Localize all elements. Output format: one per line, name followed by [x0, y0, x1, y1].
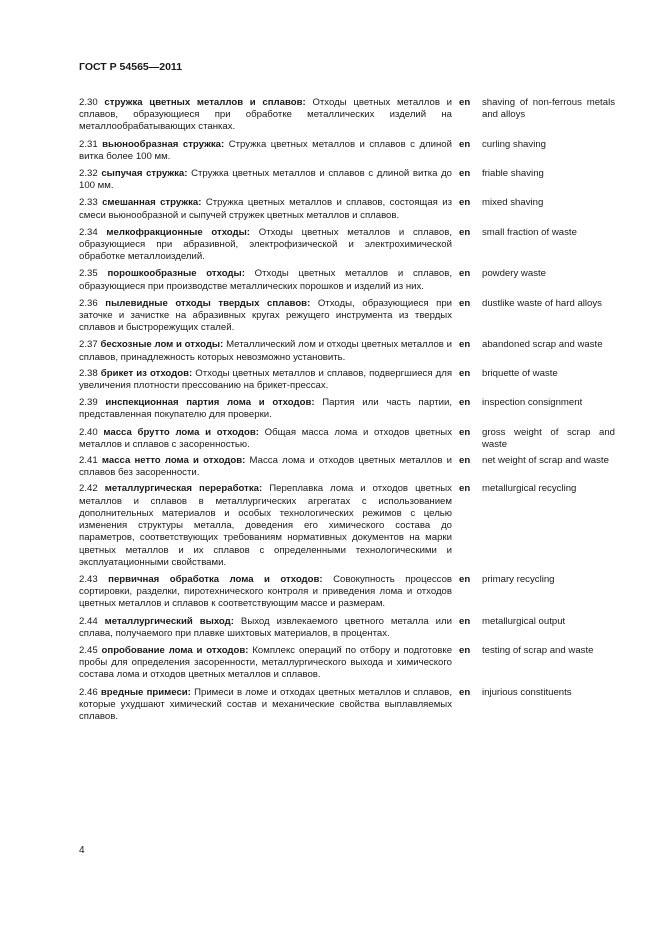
language-code: en [459, 686, 471, 698]
term-name: сыпучая стружка: [101, 168, 188, 180]
term-number: 2.36 [79, 297, 98, 309]
language-code: en [459, 615, 471, 627]
term-entry [79, 483, 615, 568]
language-code: en [459, 97, 471, 108]
term-english: shaving of non-ferrous metals and alloys [482, 97, 615, 121]
term-definition-ru [79, 368, 452, 392]
term-number: 2.46 [79, 686, 98, 698]
term-entry [79, 616, 615, 640]
term-english: testing of scrap and waste [482, 644, 594, 656]
term-definition-text: Отходы цветных металлов и сплавов, образующиеся при обработке металлических изделий на металлообрабатывающих станках. [79, 97, 452, 133]
term-definition-ru [79, 455, 452, 479]
term-english: mixed shaving [482, 197, 544, 209]
term-number: 2.44 [79, 615, 98, 627]
term-number: 2.31 [79, 138, 98, 150]
language-code: en [459, 226, 471, 238]
term-definition-text: Масса лома и отходов цветных металлов и сплавов без засоренности. [79, 455, 452, 479]
term-english: friable shaving [482, 168, 544, 180]
term-number: 2.41 [79, 455, 98, 467]
term-definition-ru [79, 427, 452, 451]
term-definition-ru [79, 268, 452, 292]
language-code: en [459, 339, 471, 351]
language-code: en [459, 197, 471, 209]
language-code: en [459, 455, 471, 467]
term-entry [79, 397, 615, 421]
term-english: net weight of scrap and waste [482, 455, 609, 467]
term-name: масса нетто лома и отходов: [101, 455, 246, 467]
term-name: вредные примеси: [100, 686, 191, 698]
term-number: 2.35 [79, 268, 98, 280]
term-number: 2.43 [79, 573, 98, 585]
term-definition-text: Комплекс операций по отбору и подготовке пробы для определения засоренности, металлургического выхода и химического состава лома и отходов цветных металлов и сплавов. [79, 644, 453, 681]
term-english: briquette of waste [482, 367, 558, 379]
term-definition-text: Отходы цветных металлов и сплавов, образующиеся при производстве металлических порошков и изделий из них. [79, 268, 452, 292]
term-definition-ru [79, 339, 452, 363]
term-name: порошкообразные отходы: [107, 268, 245, 280]
term-english: curling shaving [482, 138, 546, 150]
language-code: en [459, 297, 471, 309]
term-entry [79, 197, 615, 221]
term-entry [79, 298, 615, 335]
term-definition-ru [79, 483, 452, 568]
term-english: primary recycling [482, 573, 555, 585]
term-name: вьюнообразная стружка: [102, 138, 225, 150]
term-definition-ru [79, 168, 452, 192]
term-english: gross weight of scrap and waste [482, 426, 615, 450]
term-number: 2.30 [79, 97, 98, 108]
term-name: опробование лома и отходов: [101, 644, 249, 656]
term-number: 2.38 [79, 367, 98, 379]
term-number: 2.32 [79, 168, 98, 180]
term-english: abandoned scrap and waste [482, 339, 603, 351]
term-entry [79, 645, 615, 682]
term-definition-text: Отходы цветных металлов и сплавов, подвергшиеся для увеличения плотности прессованию на брикет-прессах. [79, 367, 453, 392]
term-name: пылевидные отходы твердых сплавов: [105, 297, 311, 309]
term-entry [79, 97, 615, 134]
document-header: ГОСТ Р 54565—2011 [79, 61, 183, 73]
term-number: 2.33 [79, 197, 98, 209]
term-entry [79, 268, 615, 292]
term-name: стружка цветных металлов и сплавов: [104, 97, 306, 108]
term-definition-ru [79, 298, 452, 335]
term-number: 2.39 [79, 397, 98, 409]
term-definition-text: Стружка цветных металлов и сплавов с длиной витка более 100 мм. [79, 138, 452, 162]
term-definition-text: Отходы, образующиеся при заточке и зачистке на абразивных кругах режущего инструмента из твердых сплавов и быстрорежущих сталей. [79, 297, 453, 334]
language-code: en [459, 644, 471, 656]
term-definition-text: Партия или часть партии, представленная покупателю для проверки. [79, 397, 452, 421]
language-code: en [459, 573, 471, 585]
language-code: en [459, 426, 471, 438]
term-name: смешанная стружка: [102, 197, 202, 209]
term-definition-ru [79, 97, 452, 134]
term-definition-text: Совокупность процессов сортировки, разделки, пиротехнического контроля и приведения лома и отходов цветных металлов и сплавов к соответствующим массе и размерам. [79, 573, 452, 610]
language-code: en [459, 138, 471, 150]
term-name: металлургический выход: [104, 615, 234, 627]
term-definition-text: Общая масса лома и отходов цветных металлов и сплавов с засоренностью. [79, 426, 452, 450]
term-definition-ru [79, 139, 452, 163]
term-english: small fraction of waste [482, 226, 577, 238]
term-entry [79, 139, 615, 163]
term-entry [79, 455, 615, 479]
term-name: мелкофракционные отходы: [106, 226, 250, 238]
terms-list [79, 97, 615, 723]
term-definition-ru [79, 687, 452, 724]
term-definition-ru [79, 397, 452, 421]
term-name: первичная обработка лома и отходов: [108, 573, 323, 585]
term-definition-text: Металлический лом и отходы цветных металлов и сплавов, принадлежность которых невозможно установить. [79, 339, 452, 363]
term-english: inspection consignment [482, 397, 583, 409]
term-definition-ru [79, 645, 452, 682]
term-definition-ru [79, 197, 452, 221]
term-english: metallurgical output [482, 615, 566, 627]
term-name: брикет из отходов: [100, 367, 193, 379]
language-code: en [459, 168, 471, 180]
term-number: 2.40 [79, 426, 98, 438]
term-definition-ru [79, 227, 452, 264]
term-name: масса брутто лома и отходов: [103, 426, 259, 438]
page-number: 4 [79, 845, 85, 856]
term-entry [79, 687, 615, 724]
term-definition-ru [79, 616, 452, 640]
term-name: инспекционная партия лома и отходов: [105, 397, 315, 409]
term-name: металлургическая переработка: [104, 483, 263, 495]
term-entry [79, 574, 615, 611]
term-definition-text: Переплавка лома и отходов цветных металлов и сплавов в металлургических агрегатах с использованием дополнительных материалов и особых технологических режимов с целью изменения структуры металла, доведения его химического состава до параметров, соответствующих требованиям нормативных документов на марки цветных металлов и их сплавов с определенными технологическими и эксплуатационными свойствами. [79, 483, 452, 568]
term-entry [79, 168, 615, 192]
term-english: metallurgical recycling [482, 483, 577, 495]
term-entry [79, 339, 615, 363]
term-number: 2.37 [79, 339, 98, 351]
term-english: injurious constituents [482, 686, 572, 698]
term-definition-text: Стружка цветных металлов и сплавов, состоящая из смеси вьюнообразной и сыпучей стружек цветных металлов и сплавов. [79, 197, 452, 221]
term-number: 2.42 [79, 483, 98, 495]
term-number: 2.45 [79, 644, 98, 656]
term-english: powdery waste [482, 268, 546, 280]
term-definition-ru [79, 574, 452, 611]
language-code: en [459, 367, 471, 379]
term-entry [79, 427, 615, 451]
term-definition-text: Стружка цветных металлов и сплавов с длиной витка до 100 мм. [79, 168, 453, 192]
term-definition-text: Выход извлекаемого цветного металла или сплава, получаемого при плавке шихтовых материалов, в процентах. [79, 615, 452, 639]
term-entry [79, 227, 615, 264]
term-english: dustlike waste of hard alloys [482, 297, 602, 309]
term-name: бесхозные лом и отходы: [100, 339, 224, 351]
term-definition-text: Отходы цветных металлов и сплавов, образующиеся при абразивной, электрофизической и электрохимической обработке металлоизделий. [79, 226, 453, 263]
language-code: en [459, 483, 471, 495]
language-code: en [459, 397, 471, 409]
language-code: en [459, 268, 471, 280]
term-number: 2.34 [79, 226, 98, 238]
term-entry [79, 368, 615, 392]
term-definition-text: Примеси в ломе и отходах цветных металлов и сплавов, которые ухудшают химический состав и механические свойства выплавляемых сплавов. [79, 686, 453, 722]
